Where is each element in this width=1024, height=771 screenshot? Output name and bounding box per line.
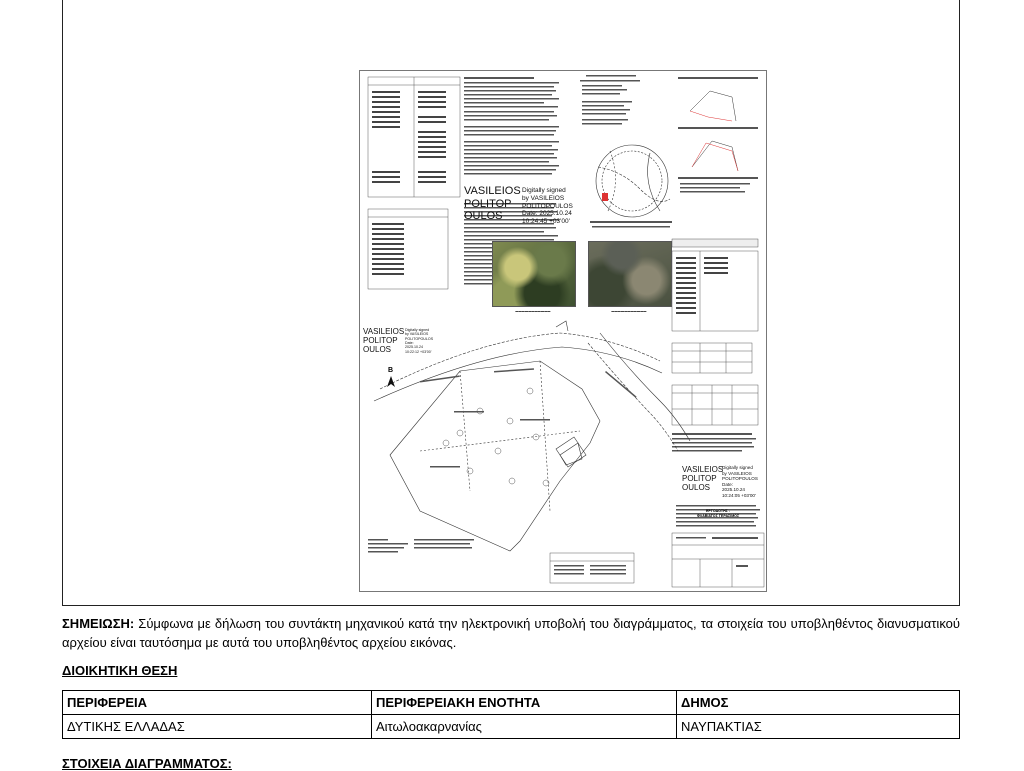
signature-details: Digitally signed by VASILEIOS POLITOPOULOS Date: 2025.10.24 10:22:12 +03'00' bbox=[405, 328, 434, 354]
detail-diagrams bbox=[678, 77, 758, 193]
header-region: ΠΕΡΙΦΕΡΕΙΑ bbox=[63, 691, 372, 715]
parcel-plan bbox=[374, 321, 690, 551]
north-arrow-label: B bbox=[388, 367, 394, 374]
table-header-row bbox=[63, 691, 960, 715]
admin-section-title: ΔΙΟΙΚΗΤΙΚΗ ΘΕΣΗ bbox=[62, 663, 178, 678]
digital-signature-2 bbox=[363, 327, 434, 355]
value-municipality: ΝΑΥΠΑΚΤΙΑΣ bbox=[677, 715, 960, 739]
signature-details: Digitally signed by VASILEIOS POLITOPOULOS Date: 2025.10.24 10:24:45 +03'00' bbox=[522, 187, 573, 226]
submission-note bbox=[62, 614, 960, 652]
aerial-photo-left bbox=[492, 241, 576, 307]
table-row bbox=[63, 715, 960, 739]
diagram-image-frame bbox=[62, 0, 960, 606]
client-label: ΕΡΓΟΔΟΤΗΣ : ΦΛΑΒΙΑΤΟΣ ΓΕΡΑΣΙΜΟΣ bbox=[696, 509, 740, 518]
location-map bbox=[590, 145, 672, 228]
value-region: ΔΥΤΙΚΗΣ ΕΛΛΑΔΑΣ bbox=[63, 715, 372, 739]
aerial-photo-right-caption: ▬▬▬▬▬▬▬▬▬▬▬ bbox=[611, 309, 647, 313]
header-regional-unit: ΠΕΡΙΦΕΡΕΙΑΚΗ ΕΝΟΤΗΤΑ bbox=[372, 691, 677, 715]
signature-name: VASILEIOS POLITOP OULOS bbox=[682, 465, 724, 493]
north-arrow-symbol bbox=[387, 376, 395, 387]
signature-details: Digitally signed by VASILEIOS POLITOPOULOS Date: 2025.10.24 10:24:05 +03'00' bbox=[722, 465, 758, 498]
header-municipality: ΔΗΜΟΣ bbox=[677, 691, 960, 715]
admin-location-table bbox=[62, 690, 960, 739]
aerial-photo-left-caption: ▬▬▬▬▬▬▬▬▬▬▬ bbox=[515, 309, 551, 313]
area-table bbox=[672, 239, 758, 452]
note-text: Σύμφωνα με δήλωση του συντάκτη μηχανικού κατά την ηλεκτρονική υποβολή του διαγράμματος, τα στοιχεία του υποβληθέντος διανυσματικού αρχείου είναι ταυτόσημα με αυτά του υποβληθέντος αρχείου εικόνας. bbox=[62, 616, 960, 650]
aerial-photo-right bbox=[588, 241, 672, 307]
value-regional-unit: Αιτωλοακαρνανίας bbox=[372, 715, 677, 739]
coordinate-tables bbox=[368, 77, 460, 289]
signature-name: VASILEIOS POLITOP OULOS bbox=[363, 327, 405, 355]
signature-name: VASILEIOS POLITOP OULOS bbox=[464, 185, 521, 223]
legend-block bbox=[580, 75, 640, 125]
digital-signature-3 bbox=[682, 465, 758, 498]
diagram-section-title: ΣΤΟΙΧΕΙΑ ΔΙΑΓΡΑΜΜΑΤΟΣ: bbox=[62, 756, 232, 771]
bottom-notes bbox=[368, 539, 474, 553]
note-label: ΣΗΜΕΙΩΣΗ: bbox=[62, 616, 135, 631]
tree-symbols bbox=[443, 388, 549, 486]
topographic-plan-sheet bbox=[359, 70, 767, 592]
digital-signature-1 bbox=[464, 185, 573, 226]
